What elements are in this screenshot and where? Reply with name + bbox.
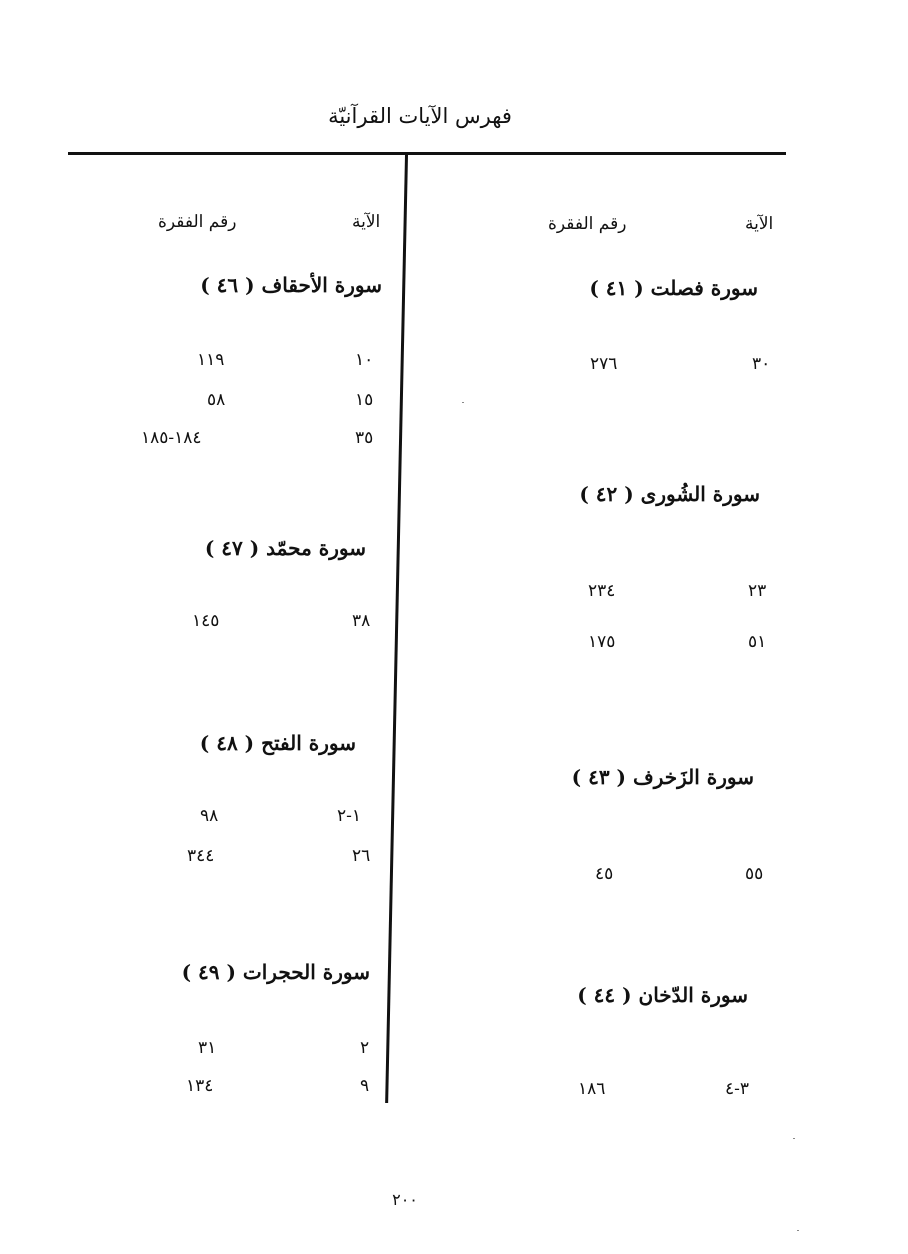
page-number: ٢٠٠ [392,1190,418,1209]
paragraph-number: ٣٤٤ [187,846,215,866]
scan-speck [462,402,464,403]
ayah-number: ٥١ [748,632,767,652]
surah-title: سورة فصلت ( ٤١ ) [589,276,758,300]
paragraph-number: ٤٥ [595,864,614,884]
top-rule [68,152,786,155]
surah-title: سورة الشُورى ( ٤٢ ) [579,482,760,506]
ayah-number: ١-٢ [337,806,362,826]
surah-title: سورة محمّد ( ٤٧ ) [204,536,366,560]
column-divider [385,155,408,1103]
ayah-number: ٢ [360,1038,370,1058]
surah-title: سورة الدّخان ( ٤٤ ) [577,983,748,1007]
ayah-number: ٩ [360,1076,370,1096]
paragraph-number: ٢٣٤ [588,581,616,601]
ayah-number: ٣٨ [352,611,371,631]
surah-title: سورة الفتح ( ٤٨ ) [199,731,356,755]
right-header-ayah: الآية [745,214,774,234]
ayah-number: ٢٦ [352,846,371,866]
surah-title: سورة الزَخرف ( ٤٣ ) [571,765,754,789]
ayah-number: ٣٥ [355,428,374,448]
surah-title: سورة الحجرات ( ٤٩ ) [181,960,370,984]
ayah-number: ١٠ [355,350,374,370]
left-header-para: رقم الفقرة [158,212,237,232]
ayah-number: ٣-٤ [725,1079,750,1099]
scan-speck [793,1138,795,1139]
ayah-number: ٥٥ [745,864,764,884]
paragraph-number: ٩٨ [200,806,219,826]
scan-speck [797,1230,799,1231]
paragraph-number: ١٤٥ [192,611,220,631]
paragraph-number: ٢٧٦ [590,354,618,374]
paragraph-number: ١٧٥ [588,632,616,652]
ayah-number: ٣٠ [752,354,771,374]
page-title: فهرس الآيات القرآنيّة [328,104,512,128]
ayah-number: ٢٣ [748,581,767,601]
right-header-para: رقم الفقرة [548,214,627,234]
paragraph-number: ١٣٤ [186,1076,214,1096]
left-header-ayah: الآية [352,212,381,232]
ayah-number: ١٥ [355,390,374,410]
paragraph-number: ١٨٦ [578,1079,606,1099]
paragraph-number: ٣١ [198,1038,217,1058]
paragraph-number: ١٨٤-١٨٥ [141,428,202,448]
surah-title: سورة الأحقاف ( ٤٦ ) [200,273,382,297]
paragraph-number: ٥٨ [207,390,226,410]
paragraph-number: ١١٩ [197,350,225,370]
